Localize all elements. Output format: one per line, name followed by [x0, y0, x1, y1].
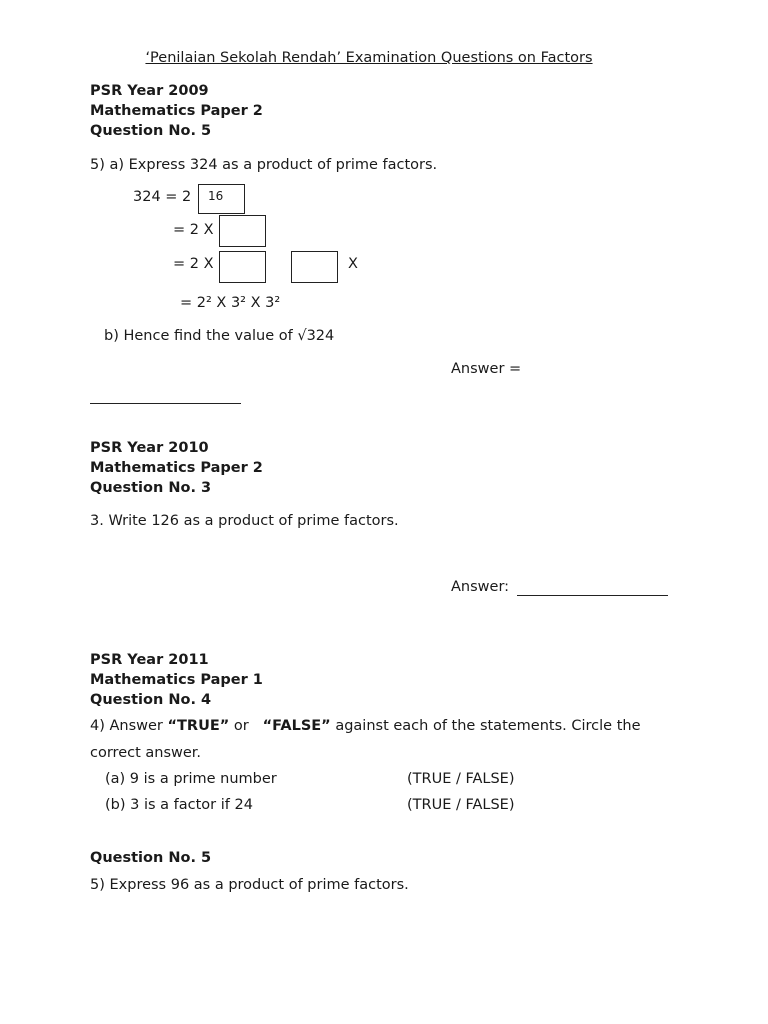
- statement-a: (a) 9 is a prime number: [105, 771, 277, 787]
- answer-box-2: [219, 215, 266, 247]
- section-2009-answer-label: Answer =: [451, 361, 522, 377]
- q4-false: “FALSE”: [262, 718, 331, 734]
- factor-line-3: = 2 X: [173, 256, 214, 272]
- answer-line-2010: [517, 595, 668, 596]
- section-2010-answer-label: Answer:: [451, 579, 510, 595]
- document-title: ‘Penilaian Sekolah Rendah’ Examination Questions on Factors: [145, 50, 593, 66]
- section-2011-q5: 5) Express 96 as a product of prime factors.: [90, 877, 409, 893]
- section-2009-part-b: b) Hence find the value of √324: [104, 328, 335, 344]
- answer-line-2009: [90, 403, 241, 404]
- section-2011-question-no: Question No. 4: [90, 692, 212, 708]
- section-2009-part-a: 5) a) Express 324 as a product of prime factors.: [90, 157, 438, 173]
- factor-line-3-suffix: X: [348, 256, 358, 272]
- section-2010-question-no: Question No. 3: [90, 480, 212, 496]
- statement-b: (b) 3 is a factor if 24: [105, 797, 253, 813]
- answer-box-4: [291, 251, 338, 283]
- factor-line-1: 324 = 2: [133, 189, 192, 205]
- answer-box-3: [219, 251, 266, 283]
- statement-b-choice: (TRUE / FALSE): [407, 797, 515, 813]
- q4-suffix: against each of the statements. Circle the: [330, 718, 641, 734]
- section-2010-year: PSR Year 2010: [90, 440, 209, 456]
- q4-prefix: 4) Answer: [90, 718, 168, 734]
- section-2011-paper: Mathematics Paper 1: [90, 672, 263, 688]
- section-2009-question-no: Question No. 5: [90, 123, 212, 139]
- section-2009-paper: Mathematics Paper 2: [90, 103, 263, 119]
- section-2010-paper: Mathematics Paper 2: [90, 460, 263, 476]
- section-2011-question-no-5: Question No. 5: [90, 850, 212, 866]
- q4-true: “TRUE”: [167, 718, 230, 734]
- section-2009-year: PSR Year 2009: [90, 83, 209, 99]
- statement-a-choice: (TRUE / FALSE): [407, 771, 515, 787]
- answer-box-1-value: 16: [208, 189, 224, 203]
- section-2010-question: 3. Write 126 as a product of prime factors.: [90, 513, 399, 529]
- q4-or: or: [229, 718, 263, 734]
- section-2011-q4-line2: correct answer.: [90, 745, 202, 761]
- factor-line-4: = 2² X 3² X 3²: [180, 295, 281, 311]
- section-2011-year: PSR Year 2011: [90, 652, 209, 668]
- section-2011-q4-line1: [90, 718, 641, 734]
- factor-line-2: = 2 X: [173, 222, 214, 238]
